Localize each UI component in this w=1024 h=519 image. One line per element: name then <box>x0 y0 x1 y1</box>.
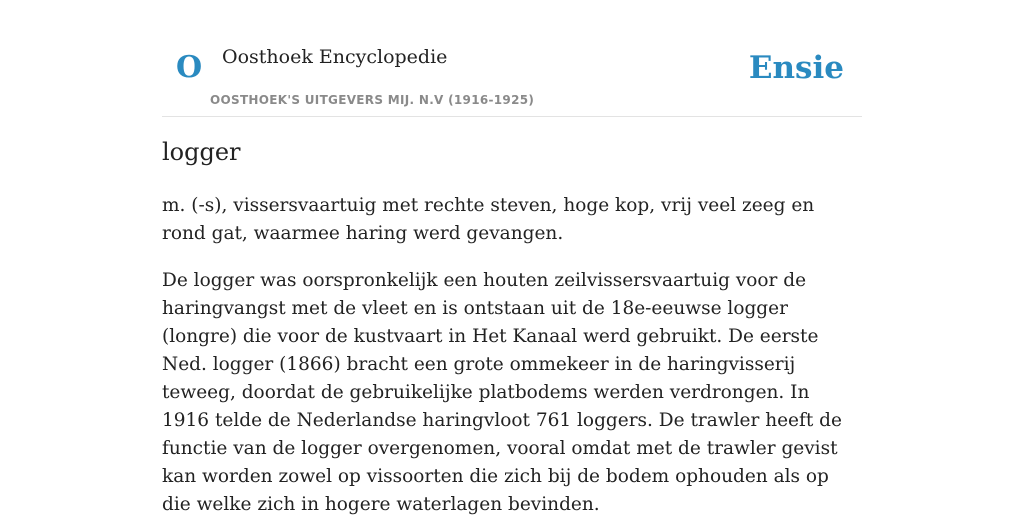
publisher-label: OOSTHOEK'S UITGEVERS MIJ. N.V (1916-1925) <box>210 93 535 107</box>
entry-headword: logger <box>162 138 241 166</box>
entry-description: De logger was oorspronkelijk een houten zeilvissersvaartuig voor de haringvangst met de vleet en is ontstaan uit de 18e-eeuwse logger (longre) die voor de kustvaart in Het Kanaal werd gebruikt. De eerste Ned. logger (1866) bracht een grote ommekeer in de haringvisserij teweeg, doordat de gebruikelijke platbodems werden verdrongen. In 1916 telde de Nederlandse haringvloot 761 loggers. De trawler heeft de functie van de logger overgenomen, vooral omdat met de trawler gevist kan worden zowel op vissoorten die zich bij de bodem ophouden als op die welke zich in hogere waterlagen bevinden. <box>162 270 842 515</box>
book-title-link[interactable]: Oosthoek Encyclopedie <box>222 46 448 68</box>
entry-definition: m. (-s), vissersvaartuig met rechte steven, hoge kop, vrij veel zeeg en rond gat, waarmee haring werd gevangen. <box>162 195 815 244</box>
source-header <box>162 40 862 117</box>
ensie-logo-link[interactable]: Ensie <box>748 50 844 86</box>
book-initial-logo[interactable]: O <box>176 50 203 85</box>
